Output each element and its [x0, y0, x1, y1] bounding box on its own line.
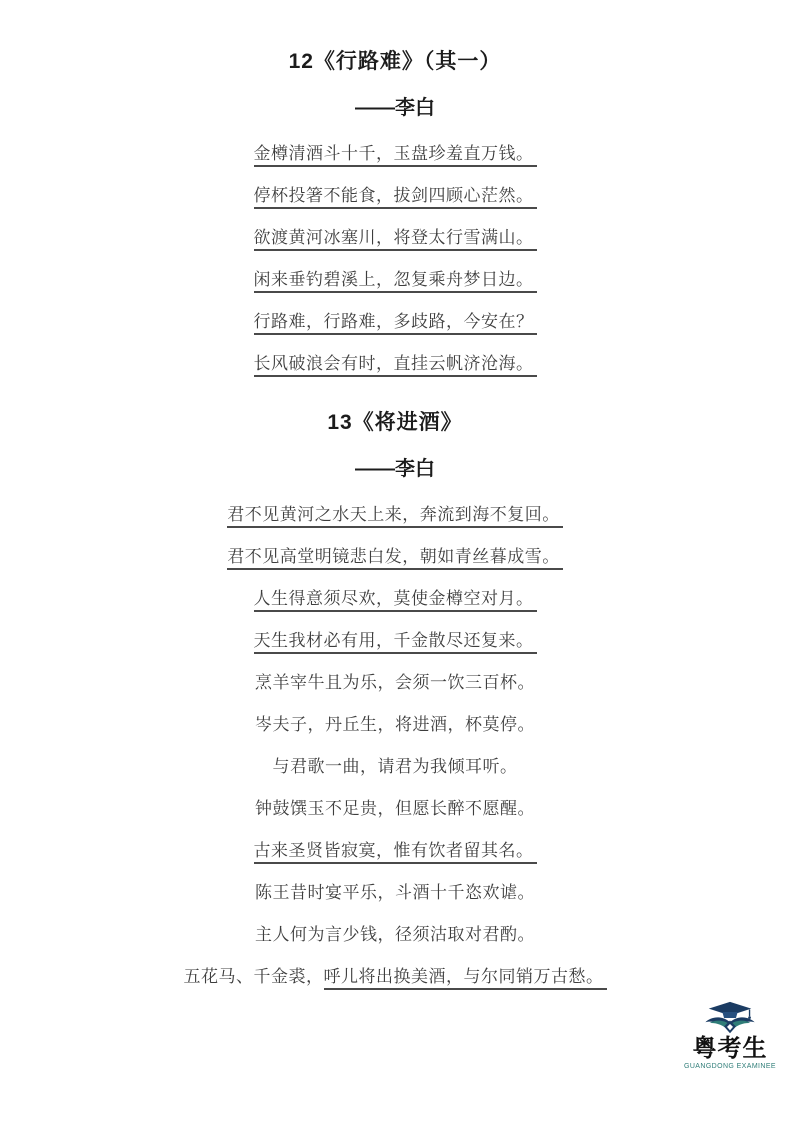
poem-line — [0, 671, 790, 695]
poem-line — [0, 881, 790, 905]
poem-line — [0, 713, 790, 737]
poem-line — [0, 545, 790, 569]
brand-name: 粤考生 — [692, 1035, 768, 1062]
poem-line-underlined-text: 君不见黄河之水天上来，奔流到海不复回。 — [227, 505, 563, 528]
poem-author: ——李白 — [355, 458, 435, 480]
poem-line — [0, 923, 790, 947]
poem-title: 13《将进酒》 — [327, 411, 463, 434]
poem-line — [0, 755, 790, 779]
poem-section — [0, 49, 790, 376]
poem-line-underlined-text: 长风破浪会有时，直挂云帆济沧海。 — [254, 354, 537, 377]
poem-line — [0, 142, 790, 166]
poem-line — [0, 965, 790, 989]
poem-author: ——李白 — [355, 97, 435, 119]
poem-line — [0, 839, 790, 863]
poem-line-underlined-text: 古来圣贤皆寂寞，惟有饮者留其名。 — [254, 841, 537, 864]
poem-line — [0, 797, 790, 821]
poem-line-text: 钟鼓馔玉不足贵，但愿长醉不愿醒。 — [255, 799, 535, 818]
poem-line-underlined-text: 欲渡黄河冰塞川，将登太行雪满山。 — [254, 228, 537, 251]
poem-line-text: 烹羊宰牛且为乐，会须一饮三百杯。 — [255, 673, 535, 692]
poem-line-underlined-text: 呼儿将出换美酒，与尔同销万古愁。 — [324, 967, 607, 990]
poem-line — [0, 310, 790, 334]
poem-line — [0, 587, 790, 611]
poem-line-underlined-text: 天生我材必有用，千金散尽还复来。 — [254, 631, 537, 654]
poem-line-text: 五花马、千金裘， — [183, 967, 324, 986]
poem-line-underlined-text: 闲来垂钓碧溪上，忽复乘舟梦日边。 — [254, 270, 537, 293]
poem-line — [0, 629, 790, 653]
poem-line-underlined-text: 行路难，行路难，多歧路，今安在？ — [254, 312, 537, 335]
graduation-cap-book-icon — [702, 1001, 758, 1035]
logo-icon-wrap — [672, 1001, 788, 1035]
poem-line — [0, 184, 790, 208]
poem-line-underlined-text: 停杯投箸不能食，拔剑四顾心茫然。 — [254, 186, 537, 209]
poem-line — [0, 352, 790, 376]
poem-line-text: 陈王昔时宴平乐，斗酒十千恣欢谑。 — [255, 883, 535, 902]
brand-subtitle: GUANGDONG EXAMINEE — [684, 1063, 776, 1070]
poem-line-text: 主人何为言少钱，径须沽取对君酌。 — [255, 925, 535, 944]
poem-line-underlined-text: 人生得意须尽欢，莫使金樽空对月。 — [254, 589, 537, 612]
brand-logo — [672, 1001, 788, 1071]
poem-line-underlined-text: 君不见高堂明镜悲白发，朝如青丝暮成雪。 — [227, 547, 563, 570]
poem-line-text: 与君歌一曲，请君为我倾耳听。 — [272, 757, 518, 776]
poem-line — [0, 268, 790, 292]
poem-title: 12《行路难》（其一） — [288, 50, 502, 73]
poem-line — [0, 503, 790, 527]
poem-line-underlined-text: 金樽清酒斗十千，玉盘珍羞直万钱。 — [254, 144, 537, 167]
poem-line-text: 岑夫子，丹丘生，将进酒，杯莫停。 — [255, 715, 535, 734]
poem-line — [0, 226, 790, 250]
poem-section — [0, 410, 790, 989]
